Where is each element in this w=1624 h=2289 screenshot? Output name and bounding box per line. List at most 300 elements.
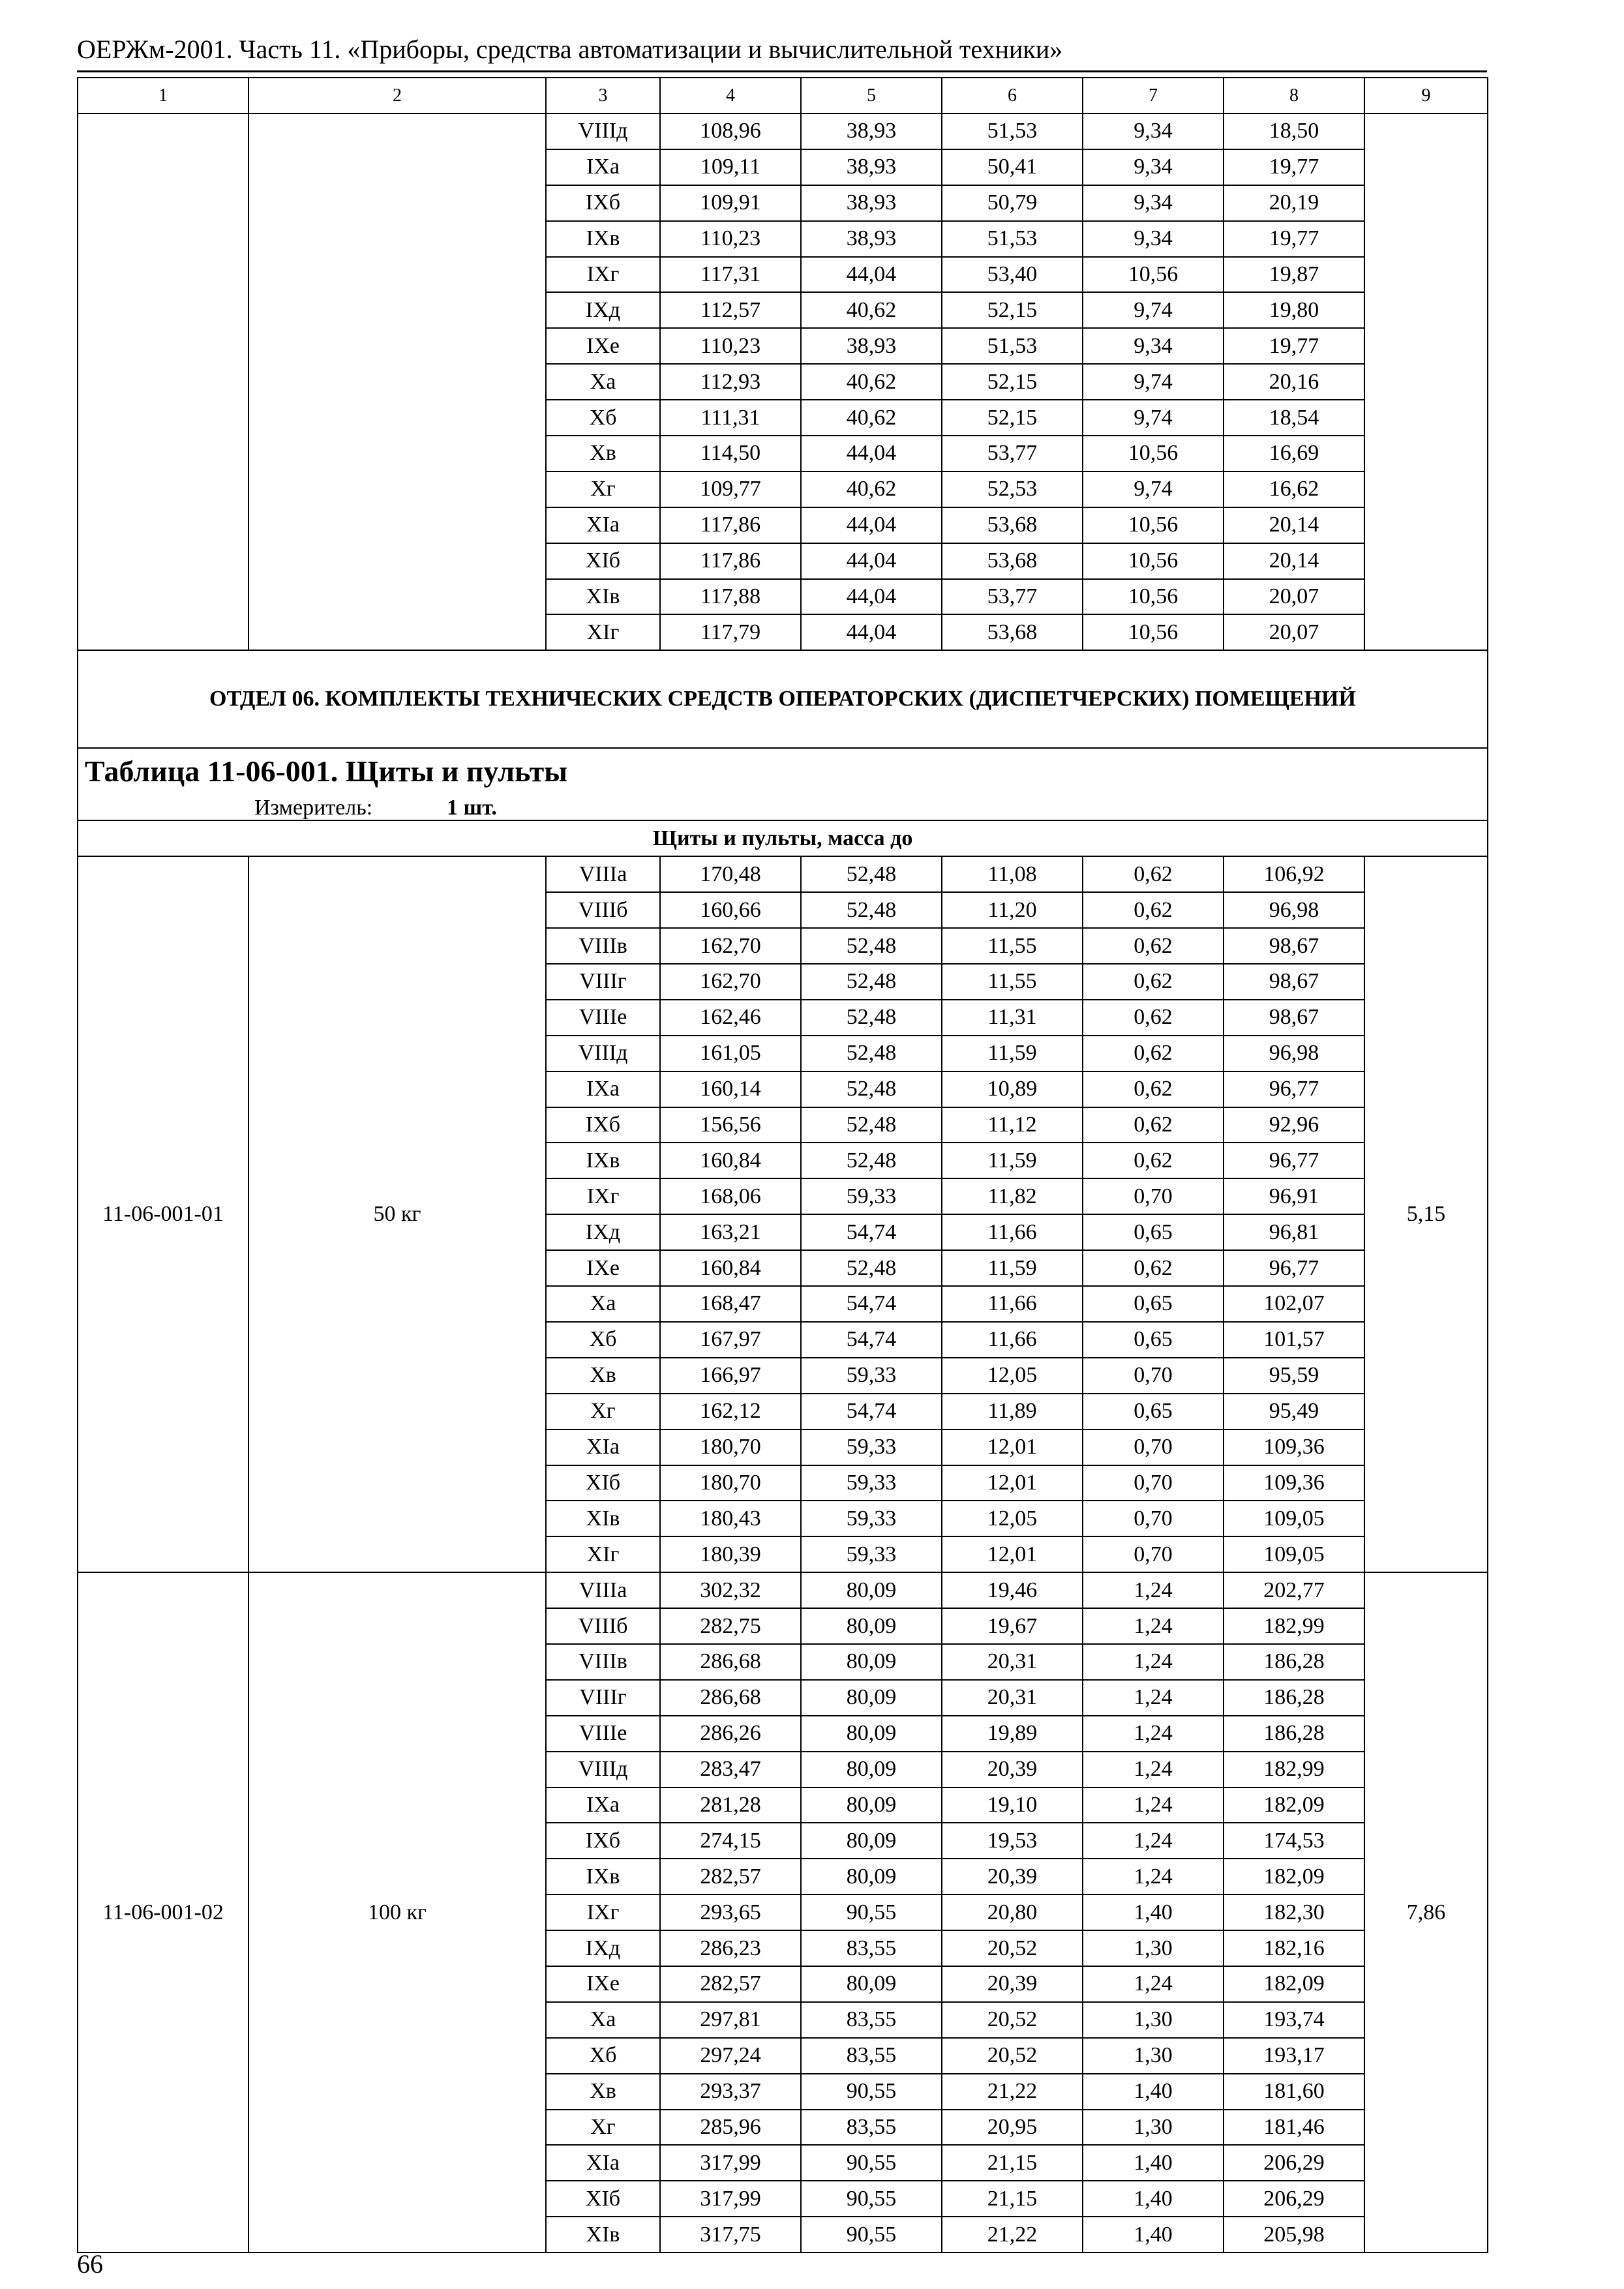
group-title: Щиты и пульты, масса до bbox=[78, 820, 1488, 856]
value-cell: 182,30 bbox=[1224, 1894, 1364, 1930]
value-cell: 117,88 bbox=[660, 579, 801, 615]
region-cell: VIIIг bbox=[546, 964, 660, 1000]
value-cell: 52,48 bbox=[801, 1107, 942, 1143]
value-cell: 95,59 bbox=[1224, 1358, 1364, 1394]
value-cell: 20,16 bbox=[1224, 364, 1364, 400]
value-cell: 20,95 bbox=[942, 2110, 1083, 2146]
region-cell: XIб bbox=[546, 1465, 660, 1501]
region-cell: XIв bbox=[546, 2217, 660, 2252]
value-cell: 162,70 bbox=[660, 928, 801, 964]
value-cell: 38,93 bbox=[801, 328, 942, 364]
value-cell: 170,48 bbox=[660, 856, 801, 892]
region-cell: IXд bbox=[546, 292, 660, 328]
value-cell: 9,34 bbox=[1083, 185, 1224, 221]
column-number: 7 bbox=[1083, 78, 1224, 113]
value-cell: 54,74 bbox=[801, 1286, 942, 1322]
value-cell: 9,34 bbox=[1083, 149, 1224, 185]
value-cell: 1,30 bbox=[1083, 2002, 1224, 2038]
price-table bbox=[77, 77, 1488, 2253]
region-cell: IXг bbox=[546, 1178, 660, 1214]
value-cell: 18,54 bbox=[1224, 400, 1364, 436]
value-cell: 180,39 bbox=[660, 1536, 801, 1572]
value-cell: 206,29 bbox=[1224, 2181, 1364, 2217]
value-cell: 0,62 bbox=[1083, 856, 1224, 892]
region-cell: Xв bbox=[546, 436, 660, 471]
value-cell: 52,48 bbox=[801, 1143, 942, 1178]
value-cell: 162,46 bbox=[660, 1000, 801, 1036]
region-cell: VIIIа bbox=[546, 856, 660, 892]
value-cell: 10,56 bbox=[1083, 579, 1224, 615]
value-cell: 1,40 bbox=[1083, 2145, 1224, 2181]
value-cell: 52,48 bbox=[801, 1036, 942, 1071]
value-cell: 20,19 bbox=[1224, 185, 1364, 221]
value-cell: 53,68 bbox=[942, 614, 1083, 650]
region-cell: VIIIд bbox=[546, 113, 660, 149]
measurer-value: 1 шт. bbox=[447, 796, 497, 820]
value-cell: 80,09 bbox=[801, 1859, 942, 1894]
region-cell: VIIIв bbox=[546, 1644, 660, 1680]
value-cell: 117,86 bbox=[660, 507, 801, 543]
value-cell: 54,74 bbox=[801, 1322, 942, 1358]
value-cell: 282,75 bbox=[660, 1608, 801, 1644]
value-cell: 11,08 bbox=[942, 856, 1083, 892]
value-cell: 40,62 bbox=[801, 292, 942, 328]
value-cell: 1,24 bbox=[1083, 1572, 1224, 1608]
table-row bbox=[78, 113, 1488, 149]
value-cell: 0,65 bbox=[1083, 1214, 1224, 1250]
value-cell: 40,62 bbox=[801, 364, 942, 400]
value-cell: 9,34 bbox=[1083, 113, 1224, 149]
region-cell: Xб bbox=[546, 2038, 660, 2074]
value-cell: 19,77 bbox=[1224, 328, 1364, 364]
value-cell: 44,04 bbox=[801, 507, 942, 543]
region-cell: IXа bbox=[546, 1071, 660, 1107]
value-cell: 0,70 bbox=[1083, 1429, 1224, 1465]
region-cell: IXб bbox=[546, 1107, 660, 1143]
value-cell: 297,24 bbox=[660, 2038, 801, 2074]
table-title-cell bbox=[78, 748, 1488, 820]
value-cell: 9,74 bbox=[1083, 292, 1224, 328]
value-cell: 0,62 bbox=[1083, 1250, 1224, 1286]
value-cell: 59,33 bbox=[801, 1501, 942, 1536]
value-cell: 98,67 bbox=[1224, 1000, 1364, 1036]
column-number: 8 bbox=[1224, 78, 1364, 113]
value-cell: 11,12 bbox=[942, 1107, 1083, 1143]
value-cell: 1,24 bbox=[1083, 1752, 1224, 1788]
region-cell: XIг bbox=[546, 1536, 660, 1572]
value-cell: 90,55 bbox=[801, 2074, 942, 2110]
value-cell: 53,40 bbox=[942, 257, 1083, 293]
value-cell: 16,69 bbox=[1224, 436, 1364, 471]
value-cell: 52,48 bbox=[801, 892, 942, 928]
value-cell: 180,70 bbox=[660, 1429, 801, 1465]
value-cell: 108,96 bbox=[660, 113, 801, 149]
code-cell bbox=[78, 113, 248, 650]
value-cell: 10,89 bbox=[942, 1071, 1083, 1107]
value-cell: 83,55 bbox=[801, 2110, 942, 2146]
value-cell: 9,34 bbox=[1083, 221, 1224, 257]
value-cell: 286,23 bbox=[660, 1930, 801, 1966]
value-cell: 20,31 bbox=[942, 1644, 1083, 1680]
value-cell: 1,40 bbox=[1083, 2181, 1224, 2217]
value-cell: 11,55 bbox=[942, 928, 1083, 964]
value-cell: 186,28 bbox=[1224, 1716, 1364, 1752]
value-cell: 80,09 bbox=[801, 1966, 942, 2002]
value-cell: 283,47 bbox=[660, 1752, 801, 1788]
value-cell: 20,80 bbox=[942, 1894, 1083, 1930]
value-cell: 166,97 bbox=[660, 1358, 801, 1394]
value-cell: 293,37 bbox=[660, 2074, 801, 2110]
value-cell: 53,68 bbox=[942, 543, 1083, 579]
value-cell: 117,86 bbox=[660, 543, 801, 579]
region-cell: Xг bbox=[546, 471, 660, 507]
value-cell: 109,36 bbox=[1224, 1465, 1364, 1501]
value-cell: 90,55 bbox=[801, 2145, 942, 2181]
value-cell: 0,62 bbox=[1083, 892, 1224, 928]
value-cell: 11,59 bbox=[942, 1036, 1083, 1071]
value-cell: 297,81 bbox=[660, 2002, 801, 2038]
header-rule bbox=[77, 70, 1487, 72]
value-cell: 11,82 bbox=[942, 1178, 1083, 1214]
value-cell: 20,52 bbox=[942, 2002, 1083, 2038]
value-cell: 10,56 bbox=[1083, 436, 1224, 471]
value-cell: 160,14 bbox=[660, 1071, 801, 1107]
value-cell: 52,48 bbox=[801, 964, 942, 1000]
value-cell: 19,89 bbox=[942, 1716, 1083, 1752]
value-cell: 286,68 bbox=[660, 1680, 801, 1716]
value-cell: 9,74 bbox=[1083, 364, 1224, 400]
value-cell: 281,28 bbox=[660, 1788, 801, 1823]
region-cell: Xа bbox=[546, 2002, 660, 2038]
value-cell: 90,55 bbox=[801, 2181, 942, 2217]
value-cell: 0,65 bbox=[1083, 1286, 1224, 1322]
value-cell: 317,99 bbox=[660, 2145, 801, 2181]
page-number: 66 bbox=[77, 2249, 103, 2279]
value-cell: 44,04 bbox=[801, 257, 942, 293]
value-cell: 96,77 bbox=[1224, 1250, 1364, 1286]
item-col9: 5,15 bbox=[1364, 856, 1488, 1572]
value-cell: 20,31 bbox=[942, 1680, 1083, 1716]
value-cell: 0,62 bbox=[1083, 928, 1224, 964]
value-cell: 1,24 bbox=[1083, 1716, 1224, 1752]
value-cell: 174,53 bbox=[1224, 1823, 1364, 1859]
region-cell: Xв bbox=[546, 2074, 660, 2110]
value-cell: 44,04 bbox=[801, 436, 942, 471]
value-cell: 80,09 bbox=[801, 1572, 942, 1608]
region-cell: IXе bbox=[546, 1966, 660, 2002]
value-cell: 90,55 bbox=[801, 2217, 942, 2252]
name-cell bbox=[248, 113, 546, 650]
value-cell: 52,15 bbox=[942, 400, 1083, 436]
region-cell: Xг bbox=[546, 1394, 660, 1429]
value-cell: 51,53 bbox=[942, 113, 1083, 149]
value-cell: 38,93 bbox=[801, 149, 942, 185]
value-cell: 83,55 bbox=[801, 2002, 942, 2038]
value-cell: 12,05 bbox=[942, 1358, 1083, 1394]
value-cell: 117,79 bbox=[660, 614, 801, 650]
value-cell: 282,57 bbox=[660, 1966, 801, 2002]
value-cell: 117,31 bbox=[660, 257, 801, 293]
value-cell: 38,93 bbox=[801, 221, 942, 257]
value-cell: 11,66 bbox=[942, 1322, 1083, 1358]
value-cell: 114,50 bbox=[660, 436, 801, 471]
region-cell: XIа bbox=[546, 2145, 660, 2181]
value-cell: 40,62 bbox=[801, 400, 942, 436]
col9-cell bbox=[1364, 113, 1488, 650]
value-cell: 112,93 bbox=[660, 364, 801, 400]
value-cell: 0,62 bbox=[1083, 1000, 1224, 1036]
region-cell: VIIIв bbox=[546, 928, 660, 964]
column-number: 3 bbox=[546, 78, 660, 113]
region-cell: VIIIд bbox=[546, 1036, 660, 1071]
value-cell: 52,48 bbox=[801, 1250, 942, 1286]
value-cell: 182,99 bbox=[1224, 1752, 1364, 1788]
value-cell: 80,09 bbox=[801, 1644, 942, 1680]
value-cell: 50,41 bbox=[942, 149, 1083, 185]
value-cell: 0,65 bbox=[1083, 1394, 1224, 1429]
table-row bbox=[78, 1572, 1488, 1608]
region-cell: VIIIе bbox=[546, 1000, 660, 1036]
value-cell: 167,97 bbox=[660, 1322, 801, 1358]
value-cell: 53,68 bbox=[942, 507, 1083, 543]
value-cell: 44,04 bbox=[801, 579, 942, 615]
region-cell: VIIIб bbox=[546, 892, 660, 928]
value-cell: 317,75 bbox=[660, 2217, 801, 2252]
value-cell: 1,24 bbox=[1083, 1680, 1224, 1716]
value-cell: 80,09 bbox=[801, 1680, 942, 1716]
value-cell: 50,79 bbox=[942, 185, 1083, 221]
region-cell: IXг bbox=[546, 257, 660, 293]
value-cell: 162,70 bbox=[660, 964, 801, 1000]
value-cell: 96,98 bbox=[1224, 892, 1364, 928]
value-cell: 1,24 bbox=[1083, 1966, 1224, 2002]
value-cell: 19,87 bbox=[1224, 257, 1364, 293]
region-cell: XIв bbox=[546, 579, 660, 615]
region-cell: XIв bbox=[546, 1501, 660, 1536]
value-cell: 44,04 bbox=[801, 614, 942, 650]
value-cell: 98,67 bbox=[1224, 928, 1364, 964]
value-cell: 19,80 bbox=[1224, 292, 1364, 328]
region-cell: XIа bbox=[546, 1429, 660, 1465]
value-cell: 1,40 bbox=[1083, 1894, 1224, 1930]
value-cell: 19,10 bbox=[942, 1788, 1083, 1823]
table-title: Таблица 11-06-001. Щиты и пульты bbox=[85, 755, 568, 788]
group-row bbox=[78, 820, 1488, 856]
region-cell: IXв bbox=[546, 1143, 660, 1178]
value-cell: 10,56 bbox=[1083, 614, 1224, 650]
value-cell: 106,92 bbox=[1224, 856, 1364, 892]
value-cell: 12,01 bbox=[942, 1429, 1083, 1465]
value-cell: 54,74 bbox=[801, 1394, 942, 1429]
column-number: 9 bbox=[1364, 78, 1488, 113]
value-cell: 80,09 bbox=[801, 1716, 942, 1752]
value-cell: 109,77 bbox=[660, 471, 801, 507]
item-name: 50 кг bbox=[248, 856, 546, 1572]
value-cell: 302,32 bbox=[660, 1572, 801, 1608]
value-cell: 21,22 bbox=[942, 2217, 1083, 2252]
value-cell: 168,06 bbox=[660, 1178, 801, 1214]
value-cell: 20,07 bbox=[1224, 614, 1364, 650]
value-cell: 12,01 bbox=[942, 1465, 1083, 1501]
value-cell: 80,09 bbox=[801, 1752, 942, 1788]
value-cell: 286,68 bbox=[660, 1644, 801, 1680]
value-cell: 182,16 bbox=[1224, 1930, 1364, 1966]
region-cell: Xб bbox=[546, 1322, 660, 1358]
value-cell: 274,15 bbox=[660, 1823, 801, 1859]
value-cell: 160,84 bbox=[660, 1250, 801, 1286]
value-cell: 11,66 bbox=[942, 1214, 1083, 1250]
column-number: 2 bbox=[248, 78, 546, 113]
value-cell: 59,33 bbox=[801, 1465, 942, 1501]
value-cell: 0,62 bbox=[1083, 1143, 1224, 1178]
value-cell: 186,28 bbox=[1224, 1644, 1364, 1680]
value-cell: 80,09 bbox=[801, 1608, 942, 1644]
value-cell: 51,53 bbox=[942, 328, 1083, 364]
value-cell: 20,39 bbox=[942, 1752, 1083, 1788]
column-number-row bbox=[78, 78, 1488, 113]
value-cell: 20,39 bbox=[942, 1966, 1083, 2002]
value-cell: 53,77 bbox=[942, 579, 1083, 615]
column-number: 1 bbox=[78, 78, 248, 113]
value-cell: 52,48 bbox=[801, 1071, 942, 1107]
value-cell: 59,33 bbox=[801, 1536, 942, 1572]
item-code: 11-06-001-01 bbox=[78, 856, 248, 1572]
measurer-label: Измеритель: bbox=[254, 796, 373, 820]
value-cell: 156,56 bbox=[660, 1107, 801, 1143]
section-title: ОТДЕЛ 06. КОМПЛЕКТЫ ТЕХНИЧЕСКИХ СРЕДСТВ ОПЕРАТОРСКИХ (ДИСПЕТЧЕРСКИХ) ПОМЕЩЕНИЙ bbox=[78, 650, 1488, 748]
value-cell: 96,81 bbox=[1224, 1214, 1364, 1250]
value-cell: 19,77 bbox=[1224, 221, 1364, 257]
item-name: 100 кг bbox=[248, 1572, 546, 2252]
region-cell: IXб bbox=[546, 185, 660, 221]
value-cell: 19,46 bbox=[942, 1572, 1083, 1608]
value-cell: 161,05 bbox=[660, 1036, 801, 1071]
region-cell: VIIIа bbox=[546, 1572, 660, 1608]
value-cell: 1,24 bbox=[1083, 1823, 1224, 1859]
value-cell: 52,15 bbox=[942, 364, 1083, 400]
value-cell: 19,77 bbox=[1224, 149, 1364, 185]
value-cell: 0,70 bbox=[1083, 1178, 1224, 1214]
value-cell: 282,57 bbox=[660, 1859, 801, 1894]
value-cell: 98,67 bbox=[1224, 964, 1364, 1000]
section-row bbox=[78, 650, 1488, 748]
value-cell: 0,62 bbox=[1083, 1071, 1224, 1107]
value-cell: 1,30 bbox=[1083, 1930, 1224, 1966]
value-cell: 11,59 bbox=[942, 1143, 1083, 1178]
value-cell: 95,49 bbox=[1224, 1394, 1364, 1429]
region-cell: IXв bbox=[546, 221, 660, 257]
value-cell: 20,52 bbox=[942, 1930, 1083, 1966]
value-cell: 1,30 bbox=[1083, 2038, 1224, 2074]
value-cell: 1,24 bbox=[1083, 1788, 1224, 1823]
value-cell: 202,77 bbox=[1224, 1572, 1364, 1608]
value-cell: 0,70 bbox=[1083, 1465, 1224, 1501]
value-cell: 51,53 bbox=[942, 221, 1083, 257]
value-cell: 80,09 bbox=[801, 1788, 942, 1823]
region-cell: IXа bbox=[546, 1788, 660, 1823]
value-cell: 11,59 bbox=[942, 1250, 1083, 1286]
value-cell: 317,99 bbox=[660, 2181, 801, 2217]
value-cell: 110,23 bbox=[660, 221, 801, 257]
value-cell: 160,66 bbox=[660, 892, 801, 928]
region-cell: VIIIе bbox=[546, 1716, 660, 1752]
value-cell: 1,40 bbox=[1083, 2074, 1224, 2110]
value-cell: 54,74 bbox=[801, 1214, 942, 1250]
value-cell: 11,66 bbox=[942, 1286, 1083, 1322]
item-col9: 7,86 bbox=[1364, 1572, 1488, 2252]
table-title-row bbox=[78, 748, 1488, 820]
value-cell: 52,48 bbox=[801, 856, 942, 892]
value-cell: 1,40 bbox=[1083, 2217, 1224, 2252]
region-cell: IXг bbox=[546, 1894, 660, 1930]
column-number: 6 bbox=[942, 78, 1083, 113]
value-cell: 10,56 bbox=[1083, 507, 1224, 543]
value-cell: 53,77 bbox=[942, 436, 1083, 471]
value-cell: 40,62 bbox=[801, 471, 942, 507]
value-cell: 83,55 bbox=[801, 2038, 942, 2074]
region-cell: VIIIд bbox=[546, 1752, 660, 1788]
table-row bbox=[78, 856, 1488, 892]
value-cell: 96,98 bbox=[1224, 1036, 1364, 1071]
value-cell: 182,09 bbox=[1224, 1859, 1364, 1894]
value-cell: 111,31 bbox=[660, 400, 801, 436]
value-cell: 186,28 bbox=[1224, 1680, 1364, 1716]
value-cell: 38,93 bbox=[801, 185, 942, 221]
value-cell: 160,84 bbox=[660, 1143, 801, 1178]
value-cell: 20,52 bbox=[942, 2038, 1083, 2074]
value-cell: 293,65 bbox=[660, 1894, 801, 1930]
value-cell: 9,74 bbox=[1083, 400, 1224, 436]
value-cell: 205,98 bbox=[1224, 2217, 1364, 2252]
value-cell: 181,46 bbox=[1224, 2110, 1364, 2146]
value-cell: 12,01 bbox=[942, 1536, 1083, 1572]
value-cell: 0,70 bbox=[1083, 1501, 1224, 1536]
region-cell: VIIIб bbox=[546, 1608, 660, 1644]
region-cell: IXб bbox=[546, 1823, 660, 1859]
value-cell: 92,96 bbox=[1224, 1107, 1364, 1143]
value-cell: 21,22 bbox=[942, 2074, 1083, 2110]
value-cell: 285,96 bbox=[660, 2110, 801, 2146]
value-cell: 52,15 bbox=[942, 292, 1083, 328]
value-cell: 1,30 bbox=[1083, 2110, 1224, 2146]
value-cell: 206,29 bbox=[1224, 2145, 1364, 2181]
value-cell: 162,12 bbox=[660, 1394, 801, 1429]
value-cell: 83,55 bbox=[801, 1930, 942, 1966]
value-cell: 52,48 bbox=[801, 1000, 942, 1036]
value-cell: 0,70 bbox=[1083, 1536, 1224, 1572]
region-cell: XIб bbox=[546, 2181, 660, 2217]
value-cell: 96,77 bbox=[1224, 1071, 1364, 1107]
value-cell: 0,62 bbox=[1083, 1036, 1224, 1071]
value-cell: 101,57 bbox=[1224, 1322, 1364, 1358]
region-cell: Xв bbox=[546, 1358, 660, 1394]
value-cell: 12,05 bbox=[942, 1501, 1083, 1536]
region-cell: IXа bbox=[546, 149, 660, 185]
value-cell: 286,26 bbox=[660, 1716, 801, 1752]
value-cell: 109,91 bbox=[660, 185, 801, 221]
region-cell: IXе bbox=[546, 1250, 660, 1286]
value-cell: 109,05 bbox=[1224, 1501, 1364, 1536]
value-cell: 9,74 bbox=[1083, 471, 1224, 507]
value-cell: 0,70 bbox=[1083, 1358, 1224, 1394]
item-code: 11-06-001-02 bbox=[78, 1572, 248, 2252]
value-cell: 59,33 bbox=[801, 1358, 942, 1394]
value-cell: 180,70 bbox=[660, 1465, 801, 1501]
region-cell: Xг bbox=[546, 2110, 660, 2146]
column-number: 4 bbox=[660, 78, 801, 113]
value-cell: 109,05 bbox=[1224, 1536, 1364, 1572]
value-cell: 16,62 bbox=[1224, 471, 1364, 507]
